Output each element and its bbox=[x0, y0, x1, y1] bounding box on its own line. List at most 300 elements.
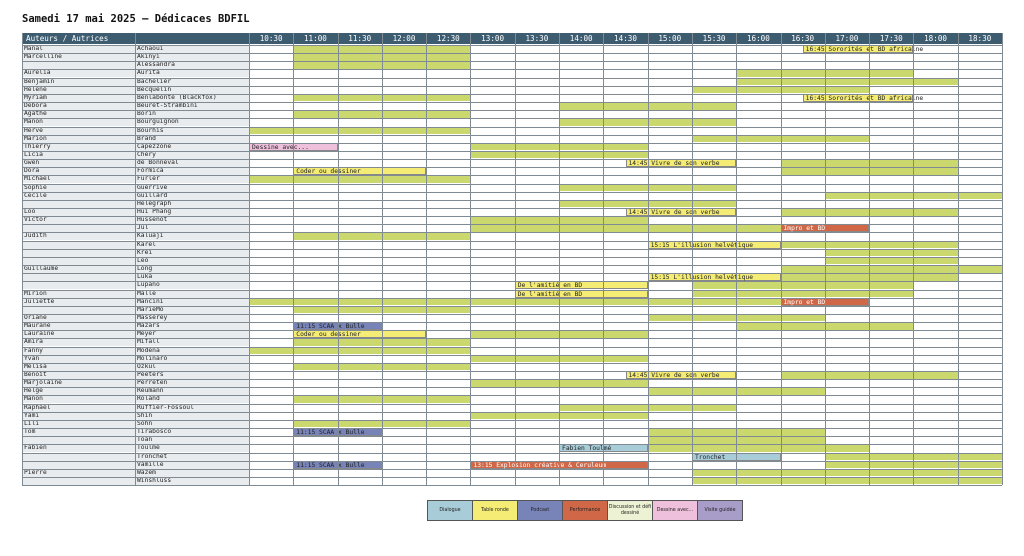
signing-slot bbox=[648, 404, 692, 411]
event-block: 11:15 SCAA x Bulle bbox=[293, 322, 382, 330]
row-line bbox=[22, 461, 1002, 462]
author-last-name: MarieMo bbox=[137, 305, 164, 313]
row-line bbox=[22, 216, 1002, 217]
signing-slot bbox=[604, 119, 648, 126]
author-first-name: Benoît bbox=[24, 371, 47, 378]
signing-slot bbox=[427, 46, 471, 53]
signing-slot bbox=[825, 257, 869, 264]
signing-slot bbox=[338, 420, 382, 427]
signing-slot bbox=[825, 86, 869, 93]
signing-slot bbox=[471, 380, 515, 387]
event-block: 13:15 Explosion créative & Ceruleum bbox=[470, 461, 647, 469]
signing-slot bbox=[338, 298, 382, 305]
signing-slot bbox=[250, 298, 294, 305]
signing-slot bbox=[382, 62, 426, 69]
column-line bbox=[338, 33, 339, 485]
event-block: 15:15 L'illusion helvétique bbox=[648, 241, 781, 249]
row-line bbox=[22, 469, 1002, 470]
author-last-name: Tronchet bbox=[137, 452, 168, 460]
column-line bbox=[1002, 33, 1003, 485]
author-first-name: Manal bbox=[24, 45, 43, 52]
signing-slot bbox=[515, 331, 559, 338]
author-first-name: Maurane bbox=[24, 322, 51, 330]
signing-slot bbox=[382, 339, 426, 346]
author-first-name: Benjamin bbox=[24, 77, 55, 85]
signing-slot bbox=[914, 78, 958, 85]
row-line bbox=[22, 265, 1002, 266]
signing-slot bbox=[648, 103, 692, 110]
row-line bbox=[22, 412, 1002, 413]
header-time: 14:00 bbox=[559, 33, 603, 44]
signing-slot bbox=[338, 127, 382, 134]
signing-slot bbox=[294, 46, 338, 53]
signing-slot bbox=[560, 225, 604, 232]
signing-slot bbox=[560, 217, 604, 224]
signing-slot bbox=[781, 266, 825, 273]
author-last-name: Mifall bbox=[137, 338, 160, 346]
column-line bbox=[515, 33, 516, 485]
signing-slot bbox=[692, 404, 736, 411]
column-line bbox=[825, 33, 826, 485]
signing-slot bbox=[914, 209, 958, 216]
signing-slot bbox=[338, 46, 382, 53]
signing-slot bbox=[427, 396, 471, 403]
row-line bbox=[22, 338, 1002, 339]
author-last-name: Meyer bbox=[137, 330, 156, 338]
author-last-name: Karel bbox=[137, 240, 156, 248]
signing-slot bbox=[294, 111, 338, 118]
signing-slot bbox=[382, 298, 426, 305]
row-line bbox=[22, 387, 1002, 388]
signing-slot bbox=[825, 372, 869, 379]
signing-slot bbox=[737, 469, 781, 476]
row-line bbox=[22, 273, 1002, 274]
author-first-name bbox=[22, 306, 135, 314]
signing-slot bbox=[427, 339, 471, 346]
signing-slot bbox=[471, 331, 515, 338]
signing-slot bbox=[604, 184, 648, 191]
author-last-name: Winshluss bbox=[137, 476, 172, 484]
signing-slot bbox=[427, 94, 471, 101]
signing-slot bbox=[692, 388, 736, 395]
signing-slot bbox=[958, 477, 1002, 484]
signing-slot bbox=[382, 363, 426, 370]
row-line bbox=[22, 200, 1002, 201]
event-block: 14:45 Vivre de son verbe bbox=[626, 159, 737, 167]
row-line bbox=[22, 86, 1002, 87]
signing-slot bbox=[250, 347, 294, 354]
signing-slot bbox=[338, 62, 382, 69]
signing-slot bbox=[825, 453, 869, 460]
author-last-name: Borin bbox=[137, 110, 156, 118]
author-first-name bbox=[22, 281, 135, 289]
page-title: Samedi 17 mai 2025 – Dédicaces BDFIL bbox=[22, 13, 250, 25]
signing-slot bbox=[560, 331, 604, 338]
event-block: Tronchet bbox=[692, 453, 781, 461]
author-last-name: Formica bbox=[137, 167, 164, 175]
author-first-name: Oriane bbox=[24, 313, 47, 321]
author-last-name: Sohn bbox=[137, 419, 153, 427]
event-block: 16:45 Sororités et BD africaine bbox=[803, 45, 914, 53]
author-last-name: Becquelin bbox=[137, 85, 172, 93]
signing-slot bbox=[648, 445, 692, 452]
author-last-name: Helegraph bbox=[137, 199, 172, 207]
author-last-name: Bourhis bbox=[137, 126, 164, 134]
signing-slot bbox=[870, 461, 914, 468]
signing-slot bbox=[737, 135, 781, 142]
signing-slot bbox=[914, 257, 958, 264]
header-time: 15:30 bbox=[692, 33, 736, 44]
signing-slot bbox=[515, 225, 559, 232]
signing-slot bbox=[515, 380, 559, 387]
row-line bbox=[22, 363, 1002, 364]
signing-slot bbox=[781, 274, 825, 281]
row-line bbox=[22, 404, 1002, 405]
author-last-name: Furler bbox=[137, 175, 160, 183]
signing-slot bbox=[870, 453, 914, 460]
signing-slot bbox=[914, 249, 958, 256]
author-last-name: Beuret-Strambini bbox=[137, 102, 198, 110]
column-line bbox=[135, 33, 136, 485]
signing-slot bbox=[604, 225, 648, 232]
signing-slot bbox=[648, 119, 692, 126]
author-last-name: Hussenot bbox=[137, 216, 168, 224]
signing-slot bbox=[294, 233, 338, 240]
signing-slot bbox=[250, 127, 294, 134]
author-last-name: Modena bbox=[137, 346, 160, 354]
signing-slot bbox=[825, 160, 869, 167]
signing-slot bbox=[471, 143, 515, 150]
signing-slot bbox=[560, 143, 604, 150]
signing-slot bbox=[870, 168, 914, 175]
signing-slot bbox=[870, 209, 914, 216]
column-line bbox=[559, 33, 560, 485]
signing-slot bbox=[870, 160, 914, 167]
signing-slot bbox=[604, 103, 648, 110]
signing-slot bbox=[471, 412, 515, 419]
author-last-name: Luka bbox=[137, 273, 153, 281]
author-first-name: Raphaël bbox=[24, 403, 51, 411]
signing-slot bbox=[825, 282, 869, 289]
signing-slot bbox=[692, 469, 736, 476]
signing-slot bbox=[294, 54, 338, 61]
header-time: 18:00 bbox=[913, 33, 957, 44]
author-last-name: de Bonneval bbox=[137, 159, 179, 167]
row-line bbox=[22, 241, 1002, 242]
row-line bbox=[22, 428, 1002, 429]
signing-slot bbox=[560, 404, 604, 411]
event-block: 15:15 L'illusion helvétique bbox=[648, 273, 781, 281]
row-line bbox=[22, 298, 1002, 299]
header-time: 14:30 bbox=[603, 33, 647, 44]
signing-slot bbox=[737, 282, 781, 289]
signing-slot bbox=[914, 168, 958, 175]
signing-slot bbox=[692, 445, 736, 452]
signing-slot bbox=[737, 70, 781, 77]
signing-slot bbox=[692, 86, 736, 93]
row-line bbox=[22, 69, 1002, 70]
author-last-name: Kaluaji bbox=[137, 232, 164, 240]
author-last-name: Achaoui bbox=[137, 45, 164, 52]
signing-slot bbox=[825, 168, 869, 175]
event-block: Dessine avec... bbox=[249, 143, 338, 151]
signing-slot bbox=[825, 78, 869, 85]
signing-slot bbox=[560, 298, 604, 305]
event-block: De l'amitié en BD bbox=[515, 281, 648, 289]
column-line bbox=[913, 33, 914, 485]
row-line bbox=[22, 78, 1002, 79]
signing-slot bbox=[870, 257, 914, 264]
row-line bbox=[22, 184, 1002, 185]
signing-slot bbox=[737, 290, 781, 297]
column-line bbox=[603, 33, 604, 485]
signing-slot bbox=[427, 176, 471, 183]
author-first-name: Cécile bbox=[24, 191, 47, 199]
signing-slot bbox=[825, 249, 869, 256]
signing-slot bbox=[914, 453, 958, 460]
row-line bbox=[22, 249, 1002, 250]
author-first-name: Pierre bbox=[24, 468, 47, 476]
signing-slot bbox=[737, 298, 781, 305]
signing-slot bbox=[604, 355, 648, 362]
signing-slot bbox=[294, 339, 338, 346]
row-line bbox=[22, 232, 1002, 233]
signing-slot bbox=[737, 323, 781, 330]
author-first-name: Loo bbox=[24, 208, 36, 215]
author-first-name: Hélène bbox=[24, 85, 47, 93]
legend-item: Performance bbox=[563, 501, 608, 520]
row-line bbox=[22, 330, 1002, 331]
signing-slot bbox=[870, 192, 914, 199]
signing-slot bbox=[692, 429, 736, 436]
signing-slot bbox=[692, 437, 736, 444]
author-first-name: Sophie bbox=[24, 183, 47, 191]
signing-slot bbox=[604, 143, 648, 150]
row-line bbox=[22, 371, 1002, 372]
author-first-name bbox=[22, 436, 135, 444]
signing-slot bbox=[914, 241, 958, 248]
author-last-name: Guillard bbox=[137, 191, 168, 199]
signing-slot bbox=[560, 151, 604, 158]
author-last-name: Tirabosco bbox=[137, 428, 172, 436]
author-last-name: Shin bbox=[137, 411, 153, 419]
legend-item: Dessine avec... bbox=[653, 501, 698, 520]
author-first-name: Manon bbox=[24, 395, 43, 403]
column-line bbox=[382, 33, 383, 485]
signing-slot bbox=[692, 477, 736, 484]
event-block: 14:45 Vivre de son verbe bbox=[626, 208, 737, 216]
signing-slot bbox=[692, 103, 736, 110]
row-line bbox=[22, 127, 1002, 128]
signing-slot bbox=[338, 176, 382, 183]
signing-slot bbox=[604, 217, 648, 224]
signing-slot bbox=[737, 225, 781, 232]
signing-slot bbox=[914, 274, 958, 281]
author-first-name: Licia bbox=[24, 150, 43, 158]
column-line bbox=[293, 33, 294, 485]
signing-slot bbox=[825, 469, 869, 476]
signing-slot bbox=[870, 241, 914, 248]
signing-slot bbox=[382, 46, 426, 53]
author-last-name: Hui Phang bbox=[137, 208, 172, 215]
signing-slot bbox=[560, 200, 604, 207]
author-last-name: Wazem bbox=[137, 468, 156, 476]
author-last-name: Jul bbox=[137, 224, 149, 232]
signing-slot bbox=[737, 477, 781, 484]
signing-slot bbox=[692, 135, 736, 142]
row-line bbox=[22, 347, 1002, 348]
author-last-name: Léo bbox=[137, 256, 149, 264]
signing-slot bbox=[427, 54, 471, 61]
author-first-name bbox=[22, 453, 135, 461]
signing-slot bbox=[781, 78, 825, 85]
author-first-name: Hervé bbox=[24, 126, 43, 134]
author-last-name: Lupano bbox=[137, 281, 160, 289]
row-line bbox=[22, 94, 1002, 95]
signing-slot bbox=[338, 347, 382, 354]
signing-slot bbox=[692, 119, 736, 126]
signing-slot bbox=[825, 135, 869, 142]
author-last-name: Krei bbox=[137, 248, 153, 256]
signing-slot bbox=[560, 412, 604, 419]
header-time: 10:30 bbox=[249, 33, 293, 44]
signing-slot bbox=[515, 355, 559, 362]
signing-slot bbox=[692, 282, 736, 289]
row-line bbox=[22, 436, 1002, 437]
author-first-name: Myriam bbox=[24, 93, 47, 101]
row-line bbox=[22, 167, 1002, 168]
signing-slot bbox=[781, 314, 825, 321]
author-first-name: Yvan bbox=[24, 354, 40, 362]
signing-slot bbox=[427, 306, 471, 313]
signing-slot bbox=[781, 445, 825, 452]
author-first-name: Juliette bbox=[24, 297, 55, 305]
event-block: 11:15 SCAA x Bulle bbox=[293, 461, 382, 469]
signing-slot bbox=[914, 266, 958, 273]
author-last-name: Long bbox=[137, 265, 153, 273]
signing-slot bbox=[294, 298, 338, 305]
event-block: De l'amitié en BD bbox=[515, 290, 648, 298]
signing-slot bbox=[914, 477, 958, 484]
signing-slot bbox=[250, 176, 294, 183]
signing-slot bbox=[648, 184, 692, 191]
signing-slot bbox=[781, 429, 825, 436]
author-first-name: Guillaume bbox=[24, 265, 59, 273]
signing-slot bbox=[427, 111, 471, 118]
signing-slot bbox=[781, 282, 825, 289]
signing-slot bbox=[825, 70, 869, 77]
header-time: 16:30 bbox=[781, 33, 825, 44]
legend-item: Visite guidée bbox=[698, 501, 742, 520]
signing-slot bbox=[737, 86, 781, 93]
signing-slot bbox=[781, 388, 825, 395]
author-last-name: Ozkul bbox=[137, 362, 156, 370]
signing-slot bbox=[825, 274, 869, 281]
signing-slot bbox=[648, 437, 692, 444]
author-last-name: Mancini bbox=[137, 297, 164, 305]
author-first-name bbox=[22, 200, 135, 208]
row-line bbox=[22, 453, 1002, 454]
signing-slot bbox=[692, 290, 736, 297]
row-line bbox=[22, 45, 1002, 46]
signing-slot bbox=[382, 396, 426, 403]
column-line bbox=[426, 33, 427, 485]
signing-slot bbox=[560, 184, 604, 191]
signing-slot bbox=[294, 176, 338, 183]
signing-slot bbox=[338, 396, 382, 403]
signing-slot bbox=[604, 331, 648, 338]
signing-slot bbox=[382, 94, 426, 101]
header-time: 15:00 bbox=[648, 33, 692, 44]
signing-slot bbox=[515, 143, 559, 150]
signing-slot bbox=[958, 266, 1002, 273]
signing-slot bbox=[692, 314, 736, 321]
header-time: 16:00 bbox=[736, 33, 780, 44]
row-line bbox=[22, 224, 1002, 225]
signing-slot bbox=[604, 298, 648, 305]
signing-slot bbox=[825, 209, 869, 216]
row-line bbox=[22, 143, 1002, 144]
column-line bbox=[648, 33, 649, 485]
signing-slot bbox=[515, 217, 559, 224]
signing-slot bbox=[825, 241, 869, 248]
header-time: 17:30 bbox=[869, 33, 913, 44]
signing-slot bbox=[781, 372, 825, 379]
author-last-name: Chery bbox=[137, 150, 156, 158]
signing-slot bbox=[294, 347, 338, 354]
column-line bbox=[869, 33, 870, 485]
header-time: 12:00 bbox=[382, 33, 426, 44]
signing-slot bbox=[825, 290, 869, 297]
signing-slot bbox=[382, 111, 426, 118]
author-first-name bbox=[22, 241, 135, 249]
row-line bbox=[22, 61, 1002, 62]
row-line bbox=[22, 135, 1002, 136]
header-authors: Auteurs / Autrices bbox=[22, 33, 249, 44]
author-last-name: Bourguignon bbox=[137, 118, 179, 126]
signing-slot bbox=[648, 314, 692, 321]
column-line bbox=[958, 33, 959, 485]
author-first-name: Aurélia bbox=[24, 69, 51, 77]
author-first-name: Fabien bbox=[24, 444, 47, 452]
signing-slot bbox=[294, 306, 338, 313]
legend-item: Table ronde bbox=[473, 501, 518, 520]
author-last-name: Capezzone bbox=[137, 142, 172, 150]
signing-slot bbox=[870, 274, 914, 281]
signing-slot bbox=[427, 62, 471, 69]
row-line bbox=[22, 257, 1002, 258]
signing-slot bbox=[471, 151, 515, 158]
author-first-name: Lauraine bbox=[24, 330, 55, 338]
signing-slot bbox=[958, 469, 1002, 476]
signing-slot bbox=[737, 314, 781, 321]
signing-slot bbox=[427, 127, 471, 134]
row-line bbox=[22, 485, 1002, 486]
author-first-name: Melisa bbox=[24, 362, 47, 370]
signing-slot bbox=[471, 355, 515, 362]
signing-slot bbox=[737, 388, 781, 395]
author-first-name: Marjolaine bbox=[24, 379, 62, 387]
row-line bbox=[22, 379, 1002, 380]
event-block: Impro et BD bbox=[781, 224, 870, 232]
header-time: 13:00 bbox=[470, 33, 514, 44]
author-last-name: Mazars bbox=[137, 322, 160, 330]
signing-slot bbox=[515, 151, 559, 158]
author-first-name: Fanny bbox=[24, 346, 43, 354]
column-line bbox=[470, 33, 471, 485]
signing-slot bbox=[870, 249, 914, 256]
event-block: Fabien Toulmé bbox=[559, 444, 648, 452]
